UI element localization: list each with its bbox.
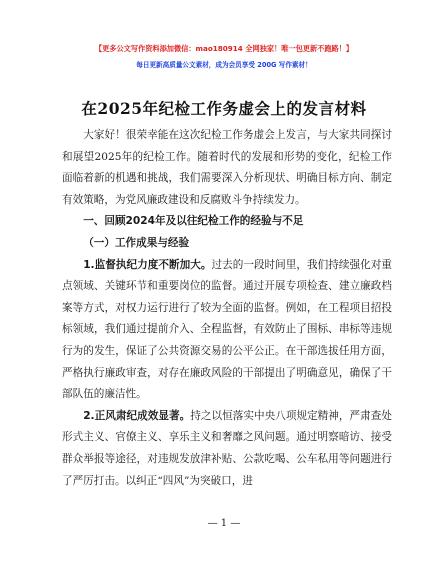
subsection-heading: （一）工作成果与经验 xyxy=(83,236,190,249)
item-1-text: 过去的一段时间里，我们持续强化对重点领域、关键环节和重要岗位的监督。通过开展专项检查、建立廉政档案等方式，对权力运行进行了较为全面的监督。例如，在工程项目招投标领域，我们通过提前介入、全程监督，有效防止了围标、串标等违规行为的发生，保证了公共资源交易的公平公正。在干部选拔任用方面，严格执行廉政审查，对存在廉政风险的干部提出了明确意见，确保了干部队伍的廉洁性。 xyxy=(62,258,392,401)
section-heading: 一、回顾2024年及以往纪检工作的经验与不足 xyxy=(83,215,304,228)
item-2-lead: 2.正风肃纪成效显著。 xyxy=(83,409,191,422)
item-1-lead: 1.监督执纪力度不断加大。 xyxy=(83,258,212,271)
document-title: 在2025年纪检工作务虚会上的发言材料 xyxy=(81,99,367,118)
document-body xyxy=(62,125,392,492)
item-2-paragraph xyxy=(62,406,392,492)
promo-line-2: 每日更新高质量公文素材，成为会员享受 200G 写作素材！ xyxy=(136,61,312,69)
intro-paragraph: 大家好！很荣幸能在这次纪检工作务虚会上发言，与大家共同探讨和展望2025年的纪检工作。随着时代的发展和形势的变化，纪检工作面临着新的机遇和挑战，我们需要深入分析现状、明确目标方向、制定有效策略，为党风廉政建设和反腐败斗争持续发力。 xyxy=(62,129,392,206)
page-number: — 1 — xyxy=(207,518,241,529)
item-1-paragraph xyxy=(62,255,392,406)
promo-line-1: 【更多公文写作资料添加微信：mao180914 全网独家！唯一包更新不跑路！】 xyxy=(94,44,354,53)
item-2-text: 持之以恒落实中央八项规定精神，严肃查处形式主义、官僚主义、享乐主义和奢靡之风问题。通过明察暗访、接受群众举报等途径，对违规发放津补贴、公款吃喝、公车私用等问题进行了严厉打击。以纠正“四风”为突破口，进 xyxy=(62,409,393,487)
